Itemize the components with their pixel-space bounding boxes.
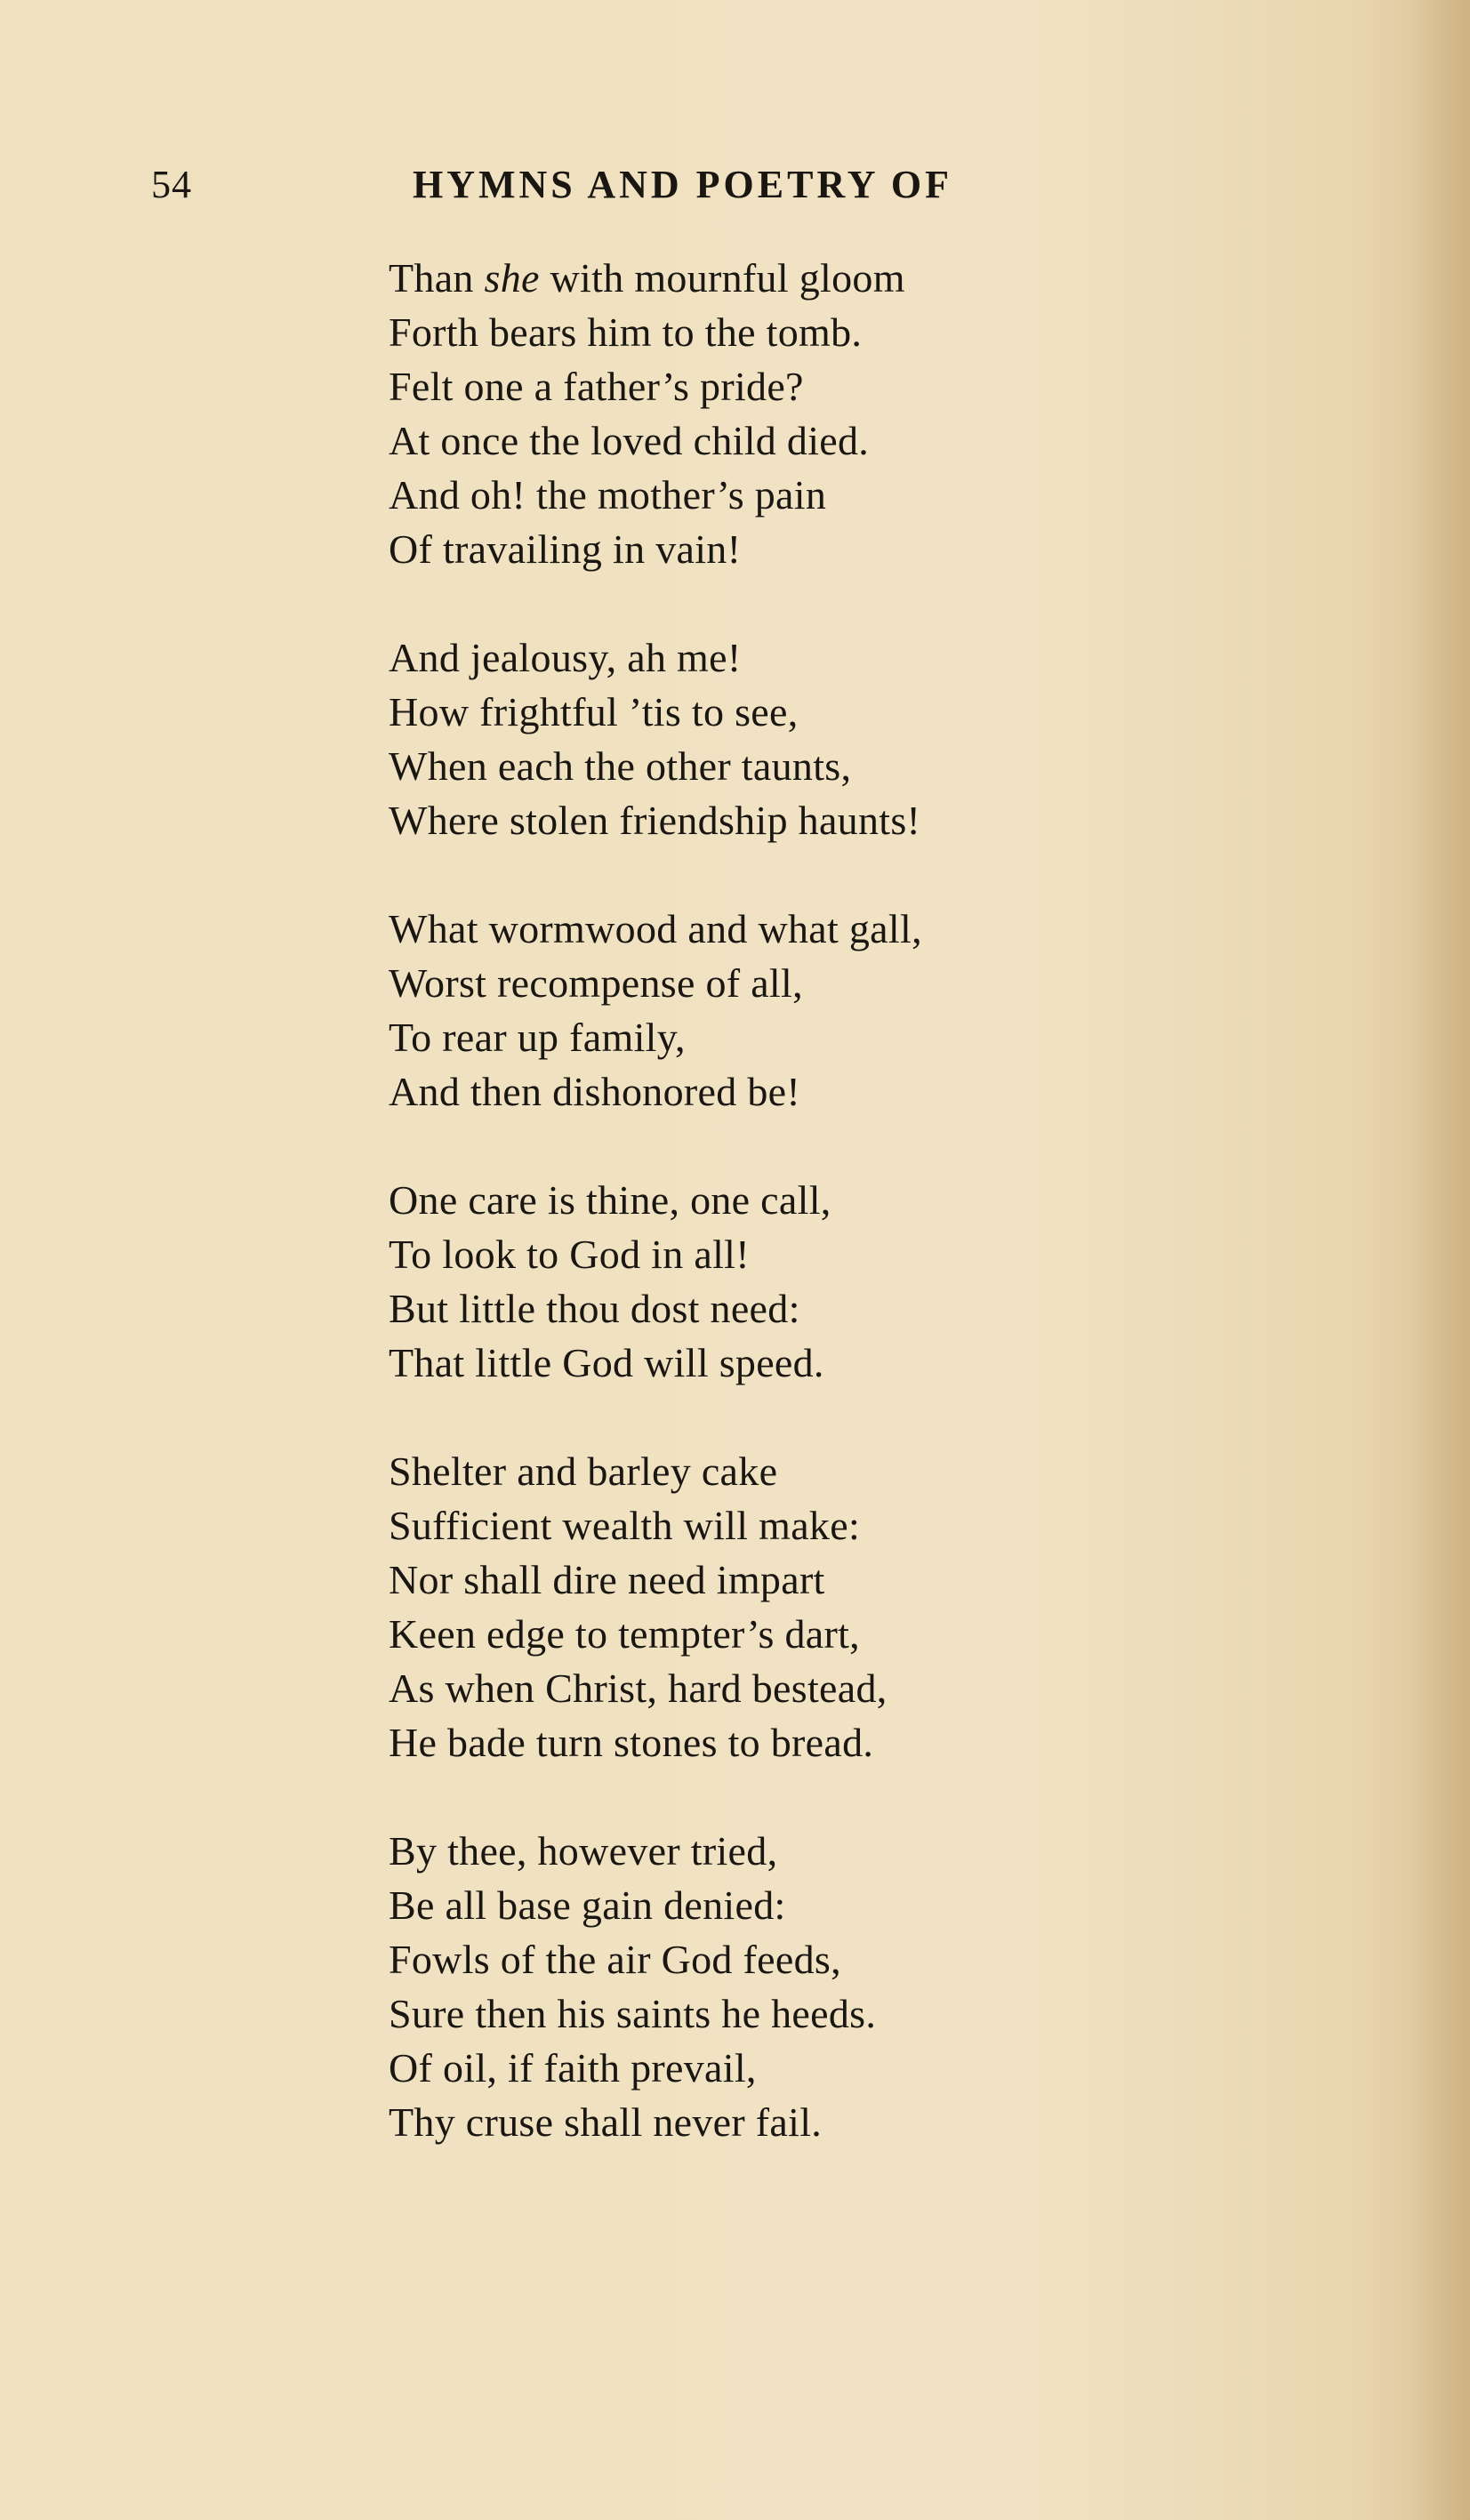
stanza: [389, 902, 1367, 1119]
poem-line: But little thou dost need:: [389, 1286, 800, 1331]
poem-line: Felt one a father’s pride?: [389, 364, 804, 409]
poem-line: Of travailing in vain!: [389, 526, 742, 572]
poem-line: When each the other taunts,: [389, 743, 852, 789]
stanza: [389, 1824, 1367, 2149]
poem-line: Shelter and barley cake: [389, 1449, 778, 1494]
poem-line: Than she with mournful gloom: [389, 255, 905, 301]
poem-line: To look to God in all!: [389, 1232, 750, 1277]
poem-line: Sufficient wealth will make:: [389, 1503, 861, 1548]
poem-line: Worst recompense of all,: [389, 960, 803, 1006]
poem-line: To rear up family,: [389, 1015, 686, 1060]
poem-line: Thy cruse shall never fail.: [389, 2099, 823, 2145]
poem-line: And then dishonored be!: [389, 1069, 800, 1114]
poem-line: By thee, however tried,: [389, 1828, 778, 1874]
poem-line: Forth bears him to the tomb.: [389, 309, 863, 355]
poem-line: Fowls of the air God feeds,: [389, 1937, 841, 1982]
poem-line: At once the loved child died.: [389, 418, 870, 463]
poem-line: He bade turn stones to bread.: [389, 1720, 874, 1765]
stanza: [389, 1173, 1367, 1390]
poem-line: And jealousy, ah me!: [389, 635, 742, 680]
page-number: 54: [151, 163, 192, 206]
poem-line: Where stolen friendship haunts!: [389, 798, 921, 843]
stanza: [389, 1444, 1367, 1770]
running-title: HYMNS AND POETRY OF: [413, 163, 952, 206]
poem-line: That little God will speed.: [389, 1340, 824, 1385]
poem-line: How frightful ’tis to see,: [389, 689, 799, 734]
poem-line: Be all base gain denied:: [389, 1882, 786, 1928]
poem-line: What wormwood and what gall,: [389, 906, 922, 951]
poem-line: Of oil, if faith prevail,: [389, 2045, 757, 2091]
page-edge-shadow: [1408, 0, 1470, 2520]
poem-line: One care is thine, one call,: [389, 1177, 831, 1223]
poem-line: Nor shall dire need impart: [389, 1557, 825, 1602]
stanza: [389, 630, 1367, 847]
poem-line: As when Christ, hard bestead,: [389, 1665, 888, 1711]
emphasized-word: she: [484, 255, 540, 301]
poem-line: Sure then his saints he heeds.: [389, 1991, 877, 2036]
poem-line: And oh! the mother’s pain: [389, 472, 827, 518]
stanza: [389, 251, 1367, 576]
poem-body: [389, 251, 1367, 2203]
poem-line: Keen edge to tempter’s dart,: [389, 1611, 860, 1657]
